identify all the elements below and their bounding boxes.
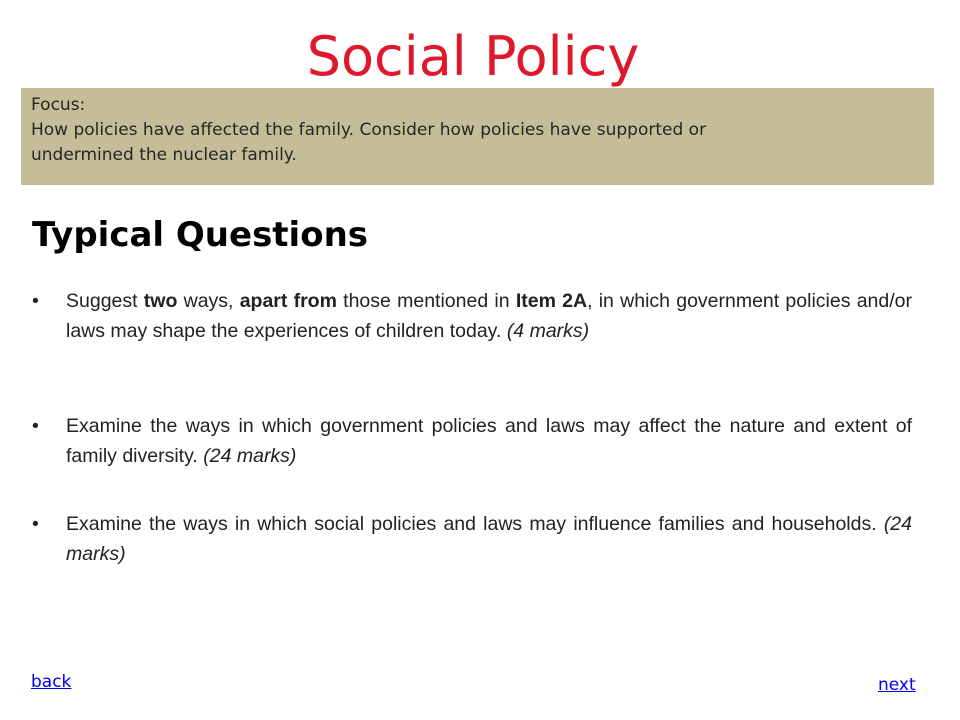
focus-label: Focus: [31,95,86,115]
back-link[interactable]: back [31,672,72,692]
focus-box [21,88,934,185]
question-text [66,411,912,471]
emphasis-text: two [143,290,178,312]
question-text-part: Examine the ways in which social policies and laws may influence families and households. [66,513,884,535]
section-heading: Typical Questions [32,215,369,255]
question-text-part: those mentioned in [336,290,516,312]
marks-text: (24 marks) [66,513,912,565]
focus-text-line-2: undermined the nuclear family. [31,145,297,165]
emphasis-text: Item 2A [515,290,588,312]
emphasis-text: apart from [239,290,337,312]
question-text-part: , in which government policies and/or laws may shape the experiences of children today. [66,290,912,342]
bullet-icon: • [32,290,39,312]
bullet-icon: • [32,415,39,437]
slide-title: Social Policy [306,25,640,88]
question-text-part: Examine the ways in which government policies and laws may affect the nature and extent of family diversity. [66,415,912,467]
question-text-part: ways, [177,290,240,312]
bullet-icon: • [32,513,39,535]
marks-text: (24 marks) [203,445,297,467]
question-text-part: Suggest [66,290,144,312]
focus-text-line-1: How policies have affected the family. Consider how policies have supported or [31,120,707,140]
question-text [66,286,912,346]
marks-text: (4 marks) [506,320,590,342]
next-link[interactable]: next [878,675,916,695]
question-text [66,509,912,569]
